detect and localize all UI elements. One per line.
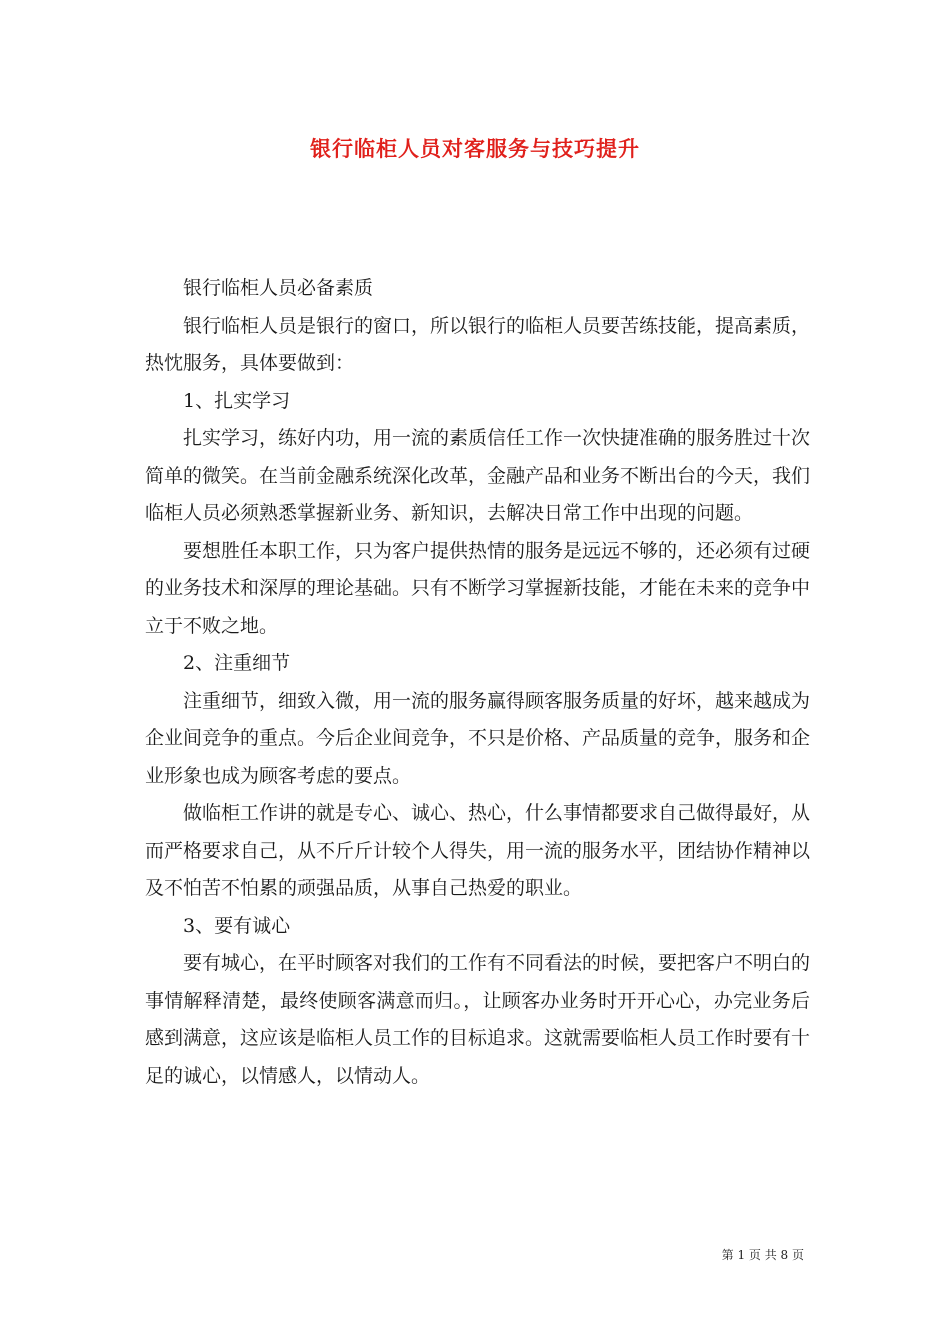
paragraph: 扎实学习，练好内功，用一流的素质信任工作一次快捷准确的服务胜过十次简单的微笑。在当前金融系统深化改革，金融产品和业务不断出台的今天，我们临柜人员必须熟悉掌握新业务、新知识，去解决日常工作中出现的问题。: [145, 427, 811, 524]
section-heading: 2、注重细节: [183, 652, 291, 674]
paragraph: 要有城心，在平时顾客对我们的工作有不同看法的时候，要把客户不明白的事情解释清楚，最终使顾客满意而归。，让顾客办业务时开开心心，办完业务后感到满意，这应该是临柜人员工作的目标追求。这就需要临柜人员工作时要有十足的诚心，以情感人，以情动人。: [145, 952, 811, 1087]
paragraph: 做临柜工作讲的就是专心、诚心、热心，什么事情都要求自己做得最好，从而严格要求自己，从不斤斤计较个人得失，用一流的服务水平，团结协作精神以及不怕苦不怕累的顽强品质，从事自己热爱的职业。: [145, 802, 811, 899]
paragraph: 要想胜任本职工作，只为客户提供热情的服务是远远不够的，还必须有过硬的业务技术和深厚的理论基础。只有不断学习掌握新技能，才能在未来的竞争中立于不败之地。: [145, 539, 811, 637]
document-body: [145, 270, 810, 1095]
paragraph: 银行临柜人员必备素质: [183, 277, 374, 299]
document-title: 银行临柜人员对客服务与技巧提升: [310, 136, 640, 161]
paragraph: 银行临柜人员是银行的窗口，所以银行的临柜人员要苦练技能，提高素质，热忱服务，具体要做到：: [145, 314, 811, 374]
paragraph: 注重细节，细致入微，用一流的服务赢得顾客服务质量的好坏，越来越成为企业间竞争的重点。今后企业间竞争，不只是价格、产品质量的竞争，服务和企业形象也成为顾客考虑的要点。: [145, 689, 811, 787]
section-heading: 3、要有诚心: [183, 914, 291, 937]
section-heading: 1、扎实学习: [183, 389, 291, 412]
page-number: 第 1 页 共 8 页: [721, 1248, 804, 1262]
